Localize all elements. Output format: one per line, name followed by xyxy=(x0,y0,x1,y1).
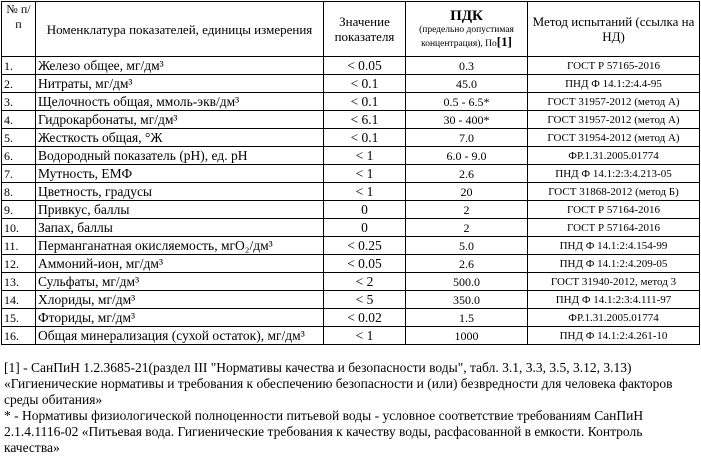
cell-value: < 0.02 xyxy=(324,309,406,327)
results-table xyxy=(1,1,700,345)
table-row xyxy=(2,327,700,345)
footnotes xyxy=(4,360,698,456)
table-row xyxy=(2,201,700,219)
cell-name: Хлориды, мг/дм³ xyxy=(36,291,324,309)
cell-value: < 5 xyxy=(324,291,406,309)
cell-pdk: 45.0 xyxy=(406,75,528,93)
table-row xyxy=(2,129,700,147)
cell-value: < 1 xyxy=(324,165,406,183)
cell-method: ПНД Ф 14.1:2:3:4.111-97 xyxy=(528,291,700,309)
table-header-row xyxy=(2,2,700,57)
cell-method: ФР.1.31.2005.01774 xyxy=(528,147,700,165)
cell-name: Общая минерализация (сухой остаток), мг/дм³ xyxy=(36,327,324,345)
table-row xyxy=(2,237,700,255)
cell-name: Цветность, градусы xyxy=(36,183,324,201)
table-row xyxy=(2,57,700,75)
cell-method: ГОСТ 31868-2012 (метод Б) xyxy=(528,183,700,201)
cell-num: 12. xyxy=(2,255,36,273)
cell-pdk: 30 - 400* xyxy=(406,111,528,129)
cell-num: 7. xyxy=(2,165,36,183)
cell-name: Нитраты, мг/дм³ xyxy=(36,75,324,93)
cell-value: < 2 xyxy=(324,273,406,291)
cell-name: Жесткость общая, °Ж xyxy=(36,129,324,147)
cell-pdk: 2 xyxy=(406,219,528,237)
cell-pdk: 350.0 xyxy=(406,291,528,309)
cell-method: ГОСТ Р 57165-2016 xyxy=(528,57,700,75)
cell-num: 6. xyxy=(2,147,36,165)
cell-value: < 0.05 xyxy=(324,57,406,75)
cell-value: < 1 xyxy=(324,327,406,345)
cell-value: < 0.05 xyxy=(324,255,406,273)
cell-pdk: 1000 xyxy=(406,327,528,345)
cell-value: < 0.1 xyxy=(324,93,406,111)
cell-name: Аммоний-ион, мг/дм³ xyxy=(36,255,324,273)
cell-name: Запах, баллы xyxy=(36,219,324,237)
cell-method: ГОСТ 31957-2012 (метод А) xyxy=(528,93,700,111)
cell-num: 4. xyxy=(2,111,36,129)
cell-pdk: 6.0 - 9.0 xyxy=(406,147,528,165)
cell-name: Щелочность общая, ммоль-экв/дм³ xyxy=(36,93,324,111)
cell-method: ПНД Ф 14.1:2:4.4-95 xyxy=(528,75,700,93)
cell-method: ГОСТ Р 57164-2016 xyxy=(528,219,700,237)
cell-num: 15. xyxy=(2,309,36,327)
cell-method: ПНД Ф 14.1:2:4.209-05 xyxy=(528,255,700,273)
cell-pdk: 5.0 xyxy=(406,237,528,255)
cell-value: < 0.1 xyxy=(324,129,406,147)
table-row xyxy=(2,165,700,183)
cell-num: 1. xyxy=(2,57,36,75)
cell-value: < 1 xyxy=(324,147,406,165)
cell-num: 11. xyxy=(2,237,36,255)
cell-method: ГОСТ 31954-2012 (метод А) xyxy=(528,129,700,147)
table-row xyxy=(2,219,700,237)
header-value: Значение показателя xyxy=(324,2,406,57)
table-row xyxy=(2,183,700,201)
header-pdk xyxy=(406,2,528,57)
cell-name: Железо общее, мг/дм³ xyxy=(36,57,324,75)
cell-name: Фториды, мг/дм³ xyxy=(36,309,324,327)
header-pdk-ref: [1] xyxy=(496,33,512,49)
cell-pdk: 0.3 xyxy=(406,57,528,75)
cell-value: 0 xyxy=(324,219,406,237)
cell-value: < 6.1 xyxy=(324,111,406,129)
cell-method: ГОСТ 31957-2012 (метод А) xyxy=(528,111,700,129)
cell-name: Водородный показатель (pH), ед. pH xyxy=(36,147,324,165)
cell-pdk: 1.5 xyxy=(406,309,528,327)
cell-method: ПНД Ф 14.1:2:3:4.213-05 xyxy=(528,165,700,183)
cell-num: 8. xyxy=(2,183,36,201)
table-row xyxy=(2,309,700,327)
cell-pdk: 2 xyxy=(406,201,528,219)
header-name: Номенклатура показателей, единицы измерения xyxy=(36,2,324,57)
header-pdk-sub-text: (предельно допустимая концентрация), По xyxy=(419,24,514,49)
table-row xyxy=(2,255,700,273)
cell-method: ГОСТ Р 57164-2016 xyxy=(528,201,700,219)
cell-num: 10. xyxy=(2,219,36,237)
cell-method: ПНД Ф 14.1:2:4.261-10 xyxy=(528,327,700,345)
cell-pdk: 2.6 xyxy=(406,255,528,273)
cell-method: ГОСТ 31940-2012, метод 3 xyxy=(528,273,700,291)
cell-num: 13. xyxy=(2,273,36,291)
table-row xyxy=(2,147,700,165)
cell-value: 0 xyxy=(324,201,406,219)
cell-method: ПНД Ф 14.1:2:4.154-99 xyxy=(528,237,700,255)
cell-pdk: 0.5 - 6.5* xyxy=(406,93,528,111)
table-row xyxy=(2,291,700,309)
table-row xyxy=(2,273,700,291)
cell-value: < 0.25 xyxy=(324,237,406,255)
table-row xyxy=(2,111,700,129)
cell-pdk: 500.0 xyxy=(406,273,528,291)
cell-pdk: 2.6 xyxy=(406,165,528,183)
header-pdk-title: ПДК xyxy=(450,7,483,24)
cell-name: Перманганатная окисляемость, мгO₂/дм³ xyxy=(36,237,324,255)
footnote-2: * - Нормативы физиологической полноценности питьевой воды - условное соответствие требованиям СанПиН 2.1.4.1116-02 «Питьевая вода. Гигиенические требования к качеству воды, расфасованной в емкости. Контроль качества» xyxy=(4,408,644,455)
footnote-1: [1] - СанПиН 1.2.3685-21(раздел III "Нормативы качества и безопасности воды", табл. 3.1, 3.3, 3.5, 3.12, 3.13) «Гигиенические нормативы и требования к обеспечению безопасности и (или) безвредности для человека факторов среды обитания» xyxy=(4,360,673,407)
cell-name: Гидрокарбонаты, мг/дм³ xyxy=(36,111,324,129)
header-num: № п/п xyxy=(2,2,36,57)
cell-num: 16. xyxy=(2,327,36,345)
cell-num: 2. xyxy=(2,75,36,93)
cell-num: 3. xyxy=(2,93,36,111)
cell-pdk: 7.0 xyxy=(406,129,528,147)
table-row xyxy=(2,75,700,93)
cell-num: 9. xyxy=(2,201,36,219)
cell-method: ФР.1.31.2005.01774 xyxy=(528,309,700,327)
cell-name: Привкус, баллы xyxy=(36,201,324,219)
cell-name: Сульфаты, мг/дм³ xyxy=(36,273,324,291)
cell-num: 5. xyxy=(2,129,36,147)
cell-pdk: 20 xyxy=(406,183,528,201)
header-pdk-sub xyxy=(408,24,525,50)
header-method: Метод испытаний (ссылка на НД) xyxy=(528,2,700,57)
cell-name: Мутность, ЕМФ xyxy=(36,165,324,183)
table-row xyxy=(2,93,700,111)
cell-value: < 0.1 xyxy=(324,75,406,93)
cell-num: 14. xyxy=(2,291,36,309)
cell-value: < 1 xyxy=(324,183,406,201)
